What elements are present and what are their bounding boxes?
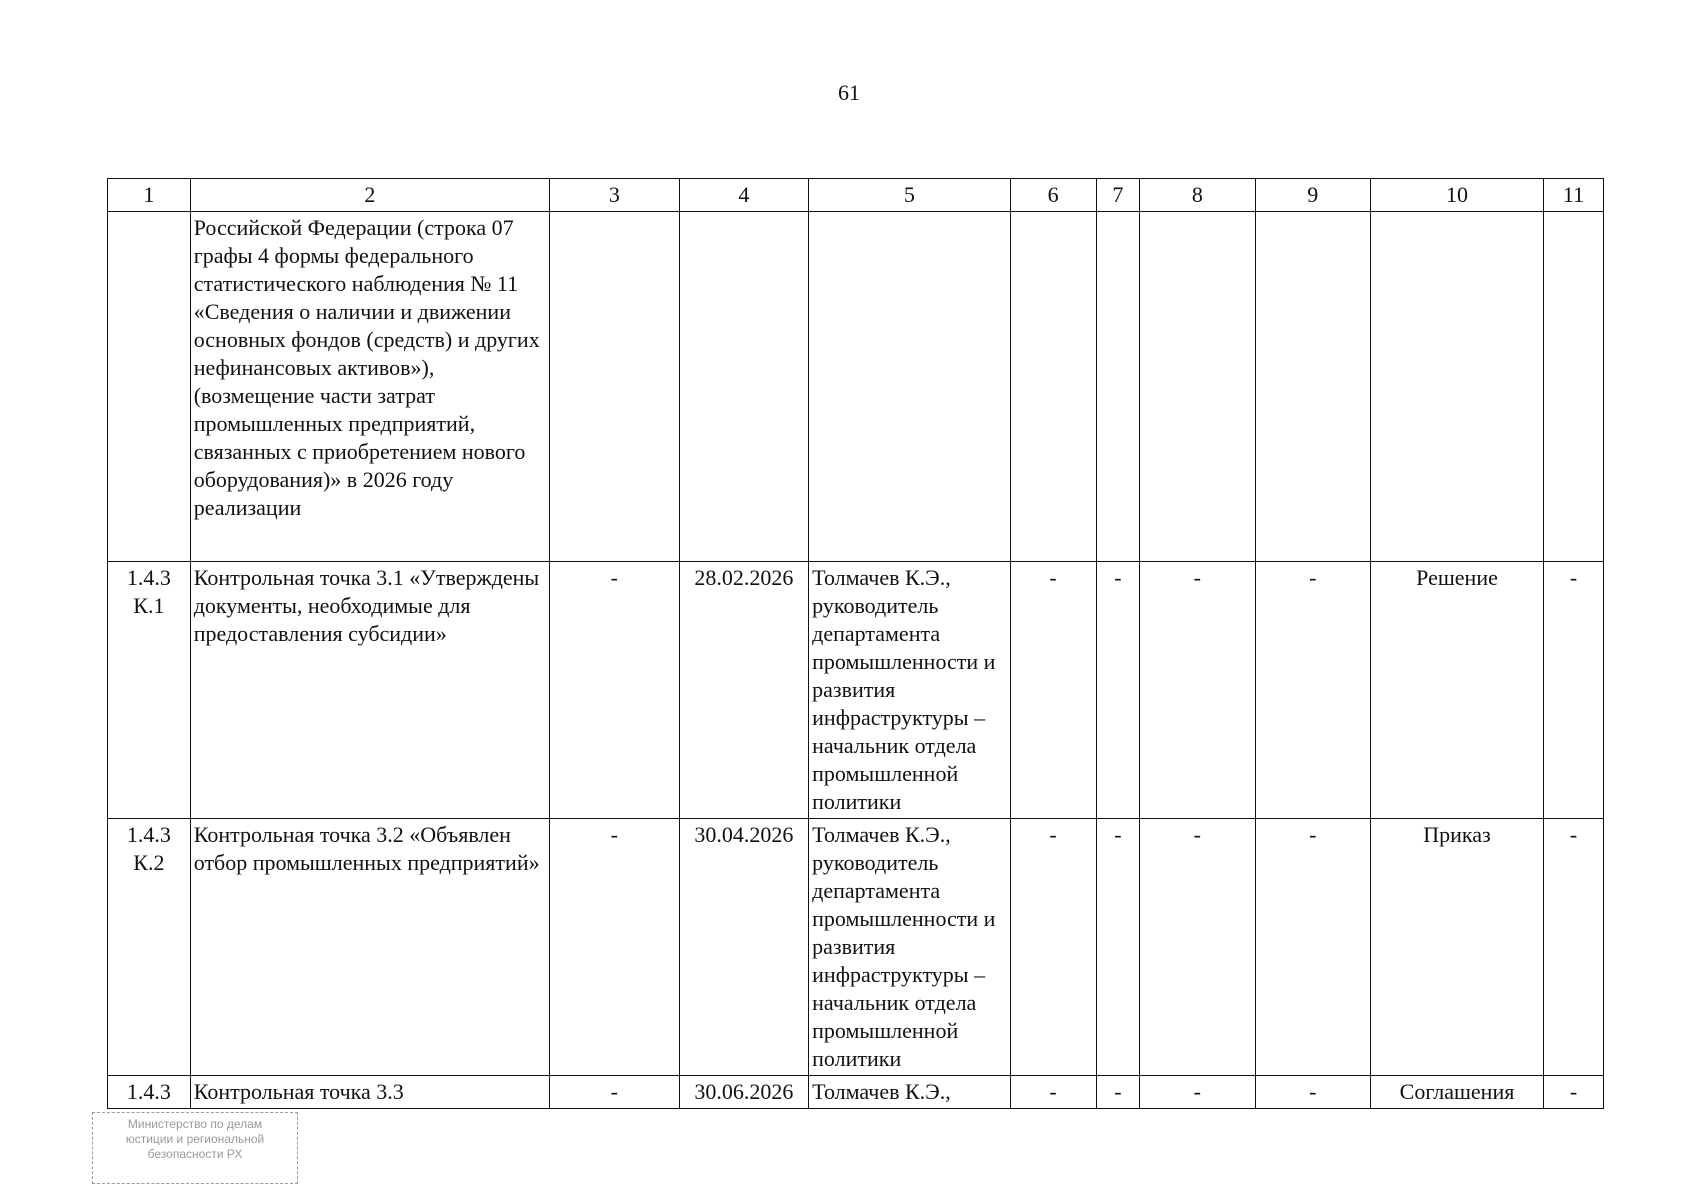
header-cell-10: 10	[1370, 179, 1543, 212]
header-cell-5: 5	[809, 179, 1010, 212]
header-cell-3: 3	[550, 179, 680, 212]
row-number: 1.4.3 К.1	[108, 562, 191, 819]
stamp-line: Министерство по делам	[127, 1117, 263, 1131]
header-row	[108, 179, 1604, 212]
row-col3: -	[550, 1076, 680, 1109]
row-col6: -	[1010, 819, 1096, 1076]
row-document: Решение	[1370, 562, 1543, 819]
row-date: 30.06.2026	[679, 1076, 809, 1109]
row-col9: -	[1255, 819, 1370, 1076]
row-document: Соглашения	[1370, 1076, 1543, 1109]
row-col11: -	[1544, 819, 1604, 1076]
cell-empty	[550, 212, 680, 562]
table-row	[108, 819, 1604, 1076]
row-description: Контрольная точка 3.1 «Утверждены документы, необходимые для предоставления субсидии»	[190, 562, 549, 819]
header-cell-6: 6	[1010, 179, 1096, 212]
header-cell-1: 1	[108, 179, 191, 212]
cell-empty	[1096, 212, 1140, 562]
row-responsible: Толмачев К.Э., руководитель департамента промышленности и развития инфраструктуры – начальник отдела промышленной политики	[809, 562, 1010, 819]
stamp-line: безопасности РХ	[147, 1147, 243, 1161]
stamp-line: юстиции и региональной	[125, 1132, 265, 1146]
cell-empty	[1544, 212, 1604, 562]
cell-empty	[1140, 212, 1255, 562]
row-col3: -	[550, 562, 680, 819]
cell-empty	[1010, 212, 1096, 562]
cell-empty	[809, 212, 1010, 562]
header-cell-2: 2	[190, 179, 549, 212]
page-number: 61	[838, 80, 860, 105]
row-col9: -	[1255, 562, 1370, 819]
table-row	[108, 562, 1604, 819]
row-col6: -	[1010, 562, 1096, 819]
table-row-continuation	[108, 212, 1604, 562]
row-responsible: Толмачев К.Э., руководитель департамента промышленности и развития инфраструктуры – начальник отдела промышленной политики	[809, 819, 1010, 1076]
header-cell-9: 9	[1255, 179, 1370, 212]
row-col8: -	[1140, 1076, 1255, 1109]
row-document: Приказ	[1370, 819, 1543, 1076]
row-responsible: Толмачев К.Э.,	[809, 1076, 1010, 1109]
row-number: 1.4.3	[108, 1076, 191, 1109]
row-date: 28.02.2026	[679, 562, 809, 819]
row-col7: -	[1096, 1076, 1140, 1109]
row-col11: -	[1544, 1076, 1604, 1109]
cell-empty	[679, 212, 809, 562]
row-col8: -	[1140, 819, 1255, 1076]
row-col3: -	[550, 819, 680, 1076]
row-col9: -	[1255, 1076, 1370, 1109]
row-description: Контрольная точка 3.3	[190, 1076, 549, 1109]
cell-empty	[108, 212, 191, 562]
cell-empty	[1255, 212, 1370, 562]
header-cell-8: 8	[1140, 179, 1255, 212]
row-col11: -	[1544, 562, 1604, 819]
row-description: Контрольная точка 3.2 «Объявлен отбор промышленных предприятий»	[190, 819, 549, 1076]
row-col7: -	[1096, 819, 1140, 1076]
header-cell-4: 4	[679, 179, 809, 212]
registration-stamp	[92, 1112, 298, 1184]
continuation-text: Российской Федерации (строка 07 графы 4 формы федерального статистического наблюдения № 11 «Сведения о наличии и движении основных фондов (средств) и других нефинансовых активов»), (возмещение части затрат промышленных предприятий, связанных с приобретением нового оборудования)» в 2026 году реализации	[190, 212, 549, 562]
cell-empty	[1370, 212, 1543, 562]
header-cell-7: 7	[1096, 179, 1140, 212]
row-col6: -	[1010, 1076, 1096, 1109]
row-col7: -	[1096, 562, 1140, 819]
row-number: 1.4.3 К.2	[108, 819, 191, 1076]
header-cell-11: 11	[1544, 179, 1604, 212]
plan-table	[107, 178, 1604, 1109]
row-date: 30.04.2026	[679, 819, 809, 1076]
row-col8: -	[1140, 562, 1255, 819]
table-row	[108, 1076, 1604, 1109]
